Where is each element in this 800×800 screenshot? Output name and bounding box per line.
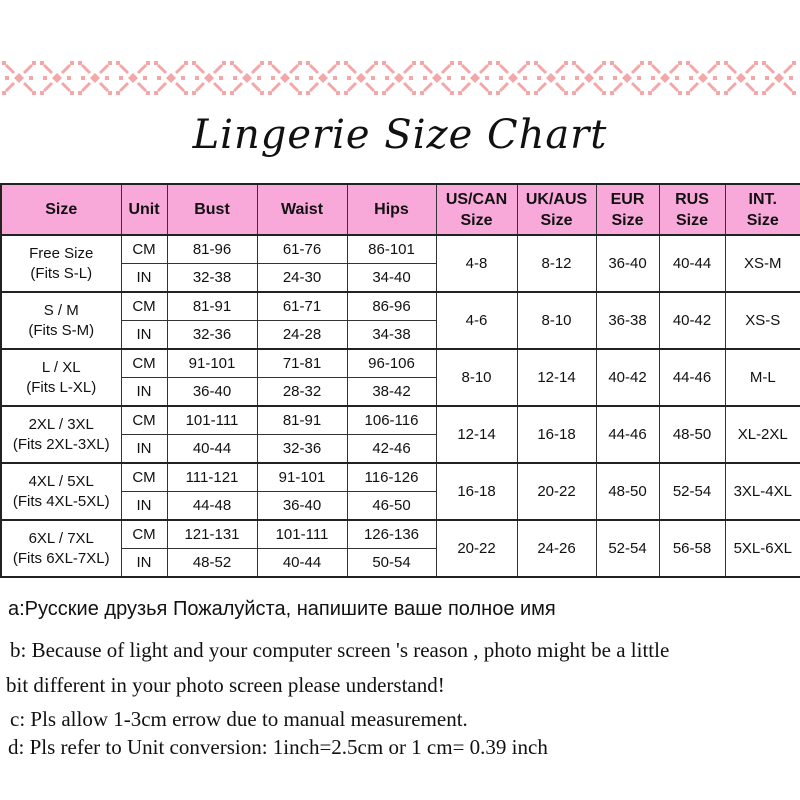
size-name: L / XL bbox=[41, 358, 81, 376]
bust-cell: 32-38 bbox=[167, 264, 257, 293]
pattern-motif bbox=[382, 61, 416, 95]
header-label-line2: Size bbox=[611, 211, 644, 229]
unit-cell: CM bbox=[121, 406, 167, 435]
bust-cell: 32-36 bbox=[167, 321, 257, 350]
hips-cell: 86-101 bbox=[347, 235, 436, 264]
rus-size-cell: 44-46 bbox=[659, 349, 725, 406]
waist-cell: 61-76 bbox=[257, 235, 347, 264]
table-header-row bbox=[1, 184, 800, 235]
pattern-motif bbox=[724, 61, 758, 95]
bust-cell: 81-96 bbox=[167, 235, 257, 264]
header-cell bbox=[596, 184, 659, 235]
size-fits: (Fits S-L) bbox=[30, 264, 93, 282]
size-name: 2XL / 3XL bbox=[28, 415, 94, 433]
size-chart-table bbox=[0, 183, 800, 578]
bust-cell: 91-101 bbox=[167, 349, 257, 378]
size-name: 6XL / 7XL bbox=[28, 529, 94, 547]
bust-cell: 101-111 bbox=[167, 406, 257, 435]
note-b-line1: b: Because of light and your computer screen 's reason , photo might be a little bbox=[10, 638, 670, 662]
waist-cell: 61-71 bbox=[257, 292, 347, 321]
header-label: Bust bbox=[194, 201, 230, 218]
header-cell bbox=[436, 184, 517, 235]
size-fits: (Fits 6XL-7XL) bbox=[12, 549, 110, 567]
hips-cell: 38-42 bbox=[347, 378, 436, 407]
hips-cell: 126-136 bbox=[347, 520, 436, 549]
size-name: Free Size bbox=[29, 244, 94, 262]
hips-cell: 106-116 bbox=[347, 406, 436, 435]
header-label: Size bbox=[45, 201, 78, 218]
us-can-size-cell: 16-18 bbox=[436, 463, 517, 520]
pattern-motif bbox=[2, 61, 36, 95]
bust-cell: 111-121 bbox=[167, 463, 257, 492]
note-a: a:Русские друзья Пожалуйста, напишите ваше полное имя bbox=[8, 598, 556, 620]
rus-size-cell: 40-42 bbox=[659, 292, 725, 349]
size-name-cell bbox=[1, 292, 121, 349]
header-label-line2: Size bbox=[675, 211, 708, 229]
pattern-motif bbox=[686, 61, 720, 95]
hips-cell: 34-40 bbox=[347, 264, 436, 293]
pattern-motif bbox=[610, 61, 644, 95]
us-can-size-cell: 12-14 bbox=[436, 406, 517, 463]
pattern-motif bbox=[496, 61, 530, 95]
pattern-motif bbox=[572, 61, 606, 95]
table-row bbox=[1, 406, 800, 435]
eur-size-cell: 40-42 bbox=[596, 349, 659, 406]
bust-cell: 44-48 bbox=[167, 492, 257, 521]
header-label: RUS bbox=[675, 190, 709, 208]
size-name-cell bbox=[1, 406, 121, 463]
size-name: 4XL / 5XL bbox=[28, 472, 94, 490]
waist-cell: 24-28 bbox=[257, 321, 347, 350]
pattern-motif bbox=[268, 61, 302, 95]
uk-aus-size-cell: 20-22 bbox=[517, 463, 596, 520]
waist-cell: 71-81 bbox=[257, 349, 347, 378]
hips-cell: 34-38 bbox=[347, 321, 436, 350]
size-name: S / M bbox=[43, 301, 79, 319]
bust-cell: 48-52 bbox=[167, 549, 257, 578]
us-can-size-cell: 20-22 bbox=[436, 520, 517, 577]
unit-cell: IN bbox=[121, 378, 167, 407]
eur-size-cell: 36-40 bbox=[596, 235, 659, 292]
pattern-motif bbox=[648, 61, 682, 95]
pattern-motif bbox=[230, 61, 264, 95]
pattern-motif bbox=[458, 61, 492, 95]
waist-cell: 91-101 bbox=[257, 463, 347, 492]
uk-aus-size-cell: 12-14 bbox=[517, 349, 596, 406]
eur-size-cell: 44-46 bbox=[596, 406, 659, 463]
header-label: INT. bbox=[748, 190, 777, 208]
note-b-line2: bit different in your photo screen please understand! bbox=[6, 673, 445, 697]
int-size-cell: 3XL-4XL bbox=[725, 463, 800, 520]
int-size-cell: XL-2XL bbox=[725, 406, 800, 463]
us-can-size-cell: 4-8 bbox=[436, 235, 517, 292]
bust-cell: 40-44 bbox=[167, 435, 257, 464]
header-label: Hips bbox=[374, 201, 409, 218]
size-name-cell bbox=[1, 463, 121, 520]
size-name-cell bbox=[1, 349, 121, 406]
header-cell bbox=[725, 184, 800, 235]
int-size-cell: M-L bbox=[725, 349, 800, 406]
int-size-cell: XS-S bbox=[725, 292, 800, 349]
hips-cell: 116-126 bbox=[347, 463, 436, 492]
waist-cell: 24-30 bbox=[257, 264, 347, 293]
pattern-motif bbox=[78, 61, 112, 95]
unit-cell: IN bbox=[121, 321, 167, 350]
uk-aus-size-cell: 8-12 bbox=[517, 235, 596, 292]
size-fits: (Fits L-XL) bbox=[26, 378, 97, 396]
pattern-motif bbox=[420, 61, 454, 95]
eur-size-cell: 48-50 bbox=[596, 463, 659, 520]
unit-cell: IN bbox=[121, 435, 167, 464]
size-fits: (Fits S-M) bbox=[28, 321, 95, 339]
header-label-line2: Size bbox=[540, 211, 573, 229]
hips-cell: 50-54 bbox=[347, 549, 436, 578]
unit-cell: CM bbox=[121, 463, 167, 492]
unit-cell: CM bbox=[121, 520, 167, 549]
unit-cell: IN bbox=[121, 264, 167, 293]
bust-cell: 121-131 bbox=[167, 520, 257, 549]
header-cell bbox=[257, 184, 347, 235]
table-row bbox=[1, 349, 800, 378]
unit-cell: IN bbox=[121, 549, 167, 578]
header-cell bbox=[347, 184, 436, 235]
uk-aus-size-cell: 8-10 bbox=[517, 292, 596, 349]
header-label: Unit bbox=[128, 201, 160, 218]
unit-cell: CM bbox=[121, 349, 167, 378]
int-size-cell: 5XL-6XL bbox=[725, 520, 800, 577]
pattern-motif bbox=[40, 61, 74, 95]
eur-size-cell: 52-54 bbox=[596, 520, 659, 577]
int-size-cell: XS-M bbox=[725, 235, 800, 292]
waist-cell: 36-40 bbox=[257, 492, 347, 521]
pattern-motif bbox=[762, 61, 796, 95]
size-fits: (Fits 2XL-3XL) bbox=[12, 435, 110, 453]
waist-cell: 81-91 bbox=[257, 406, 347, 435]
waist-cell: 101-111 bbox=[257, 520, 347, 549]
header-label: Waist bbox=[280, 201, 324, 218]
size-name-cell bbox=[1, 520, 121, 577]
pattern-motif bbox=[344, 61, 378, 95]
header-cell bbox=[1, 184, 121, 235]
uk-aus-size-cell: 16-18 bbox=[517, 406, 596, 463]
table-row bbox=[1, 292, 800, 321]
eur-size-cell: 36-38 bbox=[596, 292, 659, 349]
table-row bbox=[1, 235, 800, 264]
decorative-border-pattern bbox=[0, 58, 800, 98]
page-title: Lingerie Size Chart bbox=[192, 112, 608, 158]
unit-cell: CM bbox=[121, 292, 167, 321]
bust-cell: 36-40 bbox=[167, 378, 257, 407]
bust-cell: 81-91 bbox=[167, 292, 257, 321]
pattern-motif bbox=[192, 61, 226, 95]
header-label-line2: Size bbox=[746, 211, 779, 229]
size-fits: (Fits 4XL-5XL) bbox=[12, 492, 110, 510]
header-label-line2: Size bbox=[460, 211, 493, 229]
table-row bbox=[1, 463, 800, 492]
hips-cell: 42-46 bbox=[347, 435, 436, 464]
waist-cell: 28-32 bbox=[257, 378, 347, 407]
header-label: UK/AUS bbox=[525, 190, 588, 208]
uk-aus-size-cell: 24-26 bbox=[517, 520, 596, 577]
unit-cell: CM bbox=[121, 235, 167, 264]
us-can-size-cell: 4-6 bbox=[436, 292, 517, 349]
hips-cell: 96-106 bbox=[347, 349, 436, 378]
waist-cell: 32-36 bbox=[257, 435, 347, 464]
rus-size-cell: 52-54 bbox=[659, 463, 725, 520]
pattern-motif bbox=[534, 61, 568, 95]
pattern-motif bbox=[116, 61, 150, 95]
header-cell bbox=[121, 184, 167, 235]
pattern-motif bbox=[306, 61, 340, 95]
header-cell bbox=[167, 184, 257, 235]
rus-size-cell: 40-44 bbox=[659, 235, 725, 292]
note-d: d: Pls refer to Unit conversion: 1inch=2.5cm or 1 cm= 0.39 inch bbox=[8, 735, 548, 759]
note-c: c: Pls allow 1-3cm errow due to manual measurement. bbox=[10, 707, 468, 731]
rus-size-cell: 56-58 bbox=[659, 520, 725, 577]
hips-cell: 86-96 bbox=[347, 292, 436, 321]
waist-cell: 40-44 bbox=[257, 549, 347, 578]
header-cell bbox=[517, 184, 596, 235]
table-row bbox=[1, 520, 800, 549]
header-label: US/CAN bbox=[445, 190, 508, 208]
rus-size-cell: 48-50 bbox=[659, 406, 725, 463]
header-cell bbox=[659, 184, 725, 235]
pattern-motif bbox=[154, 61, 188, 95]
hips-cell: 46-50 bbox=[347, 492, 436, 521]
size-name-cell bbox=[1, 235, 121, 292]
header-label: EUR bbox=[610, 190, 645, 208]
unit-cell: IN bbox=[121, 492, 167, 521]
us-can-size-cell: 8-10 bbox=[436, 349, 517, 406]
